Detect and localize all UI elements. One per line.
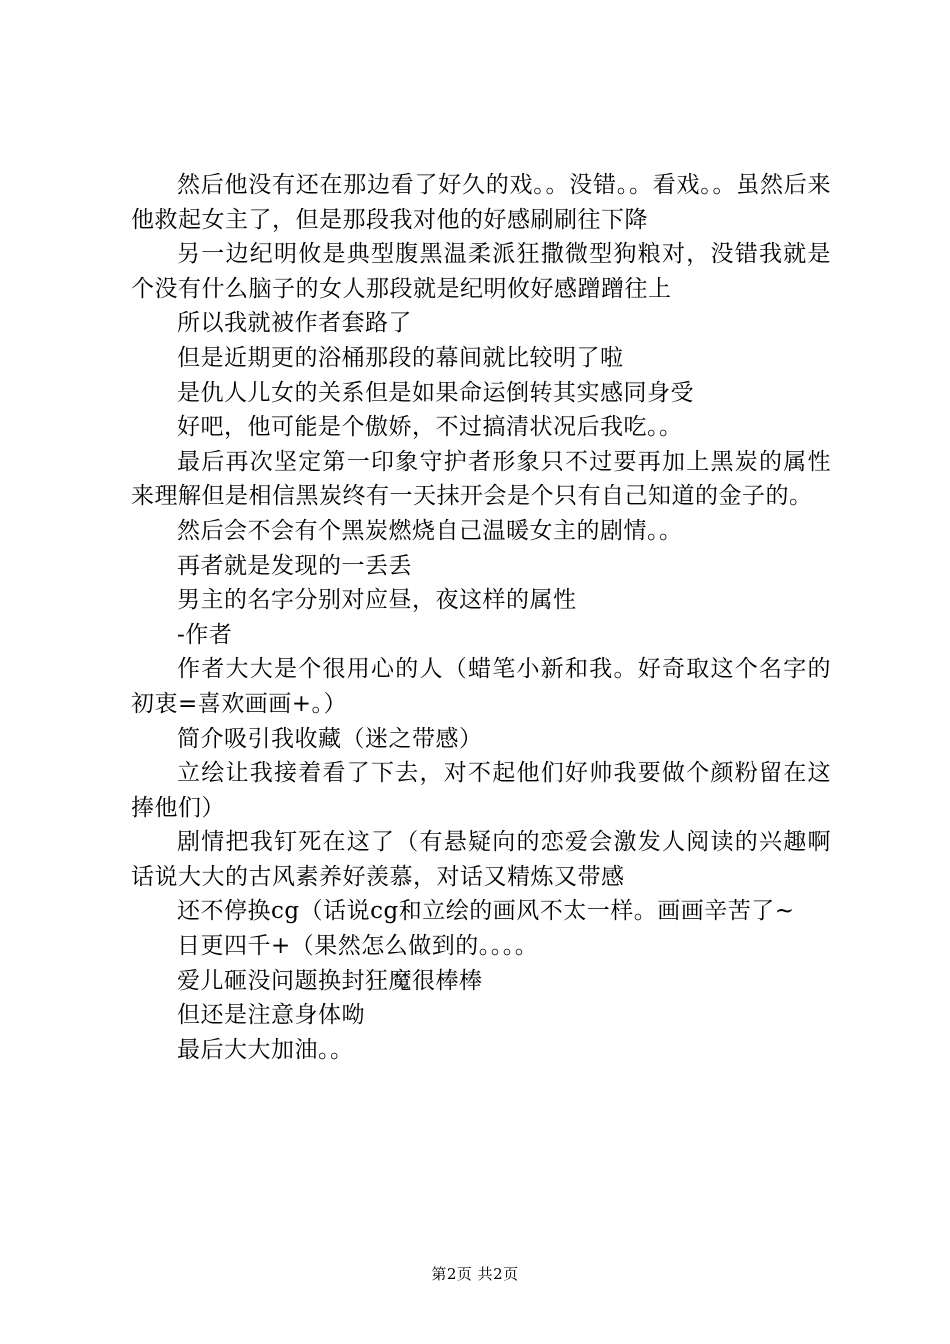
page-number-label: 第2页 共2页 xyxy=(431,1265,519,1283)
paragraph: 剧情把我钉死在这了（有悬疑向的恋爱会激发人阅读的兴趣啊话说大大的古风素养好羡慕，对话又精炼又带感 xyxy=(131,829,831,890)
paragraph: 另一边纪明攸是典型腹黑温柔派狂撒微型狗粮对，没错我就是个没有什么脑子的女人那段就是纪明攸好感蹭蹭往上 xyxy=(131,241,831,302)
paragraph: 简介吸引我收藏（迷之带感） xyxy=(177,725,483,752)
paragraph: 再者就是发现的一丢丢 xyxy=(177,552,412,579)
paragraph: 然后他没有还在那边看了好久的戏。。没错。。看戏。。虽然后来他救起女主了，但是那段我对他的好感刷刷往下降 xyxy=(131,172,831,233)
paragraph: 还不停换cg（话说cg和立绘的画风不太一样。画画辛苦了~ xyxy=(177,898,795,925)
paragraph: 然后会不会有个黑炭燃烧自己温暖女主的剧情。。 xyxy=(177,517,683,544)
paragraph: 好吧，他可能是个傲娇，不过搞清状况后我吃。。 xyxy=(177,414,683,441)
paragraph: 是仇人儿女的关系但是如果命运倒转其实感同身受 xyxy=(177,379,694,406)
paragraph: 日更四千+（果然怎么做到的。。。。 xyxy=(177,933,539,960)
paragraph: 最后再次坚定第一印象守护者形象只不过要再加上黑炭的属性来理解但是相信黑炭终有一天抹开会是个只有自己知道的金子的。 xyxy=(131,448,831,510)
paragraph: 所以我就被作者套路了 xyxy=(177,310,412,337)
document-body xyxy=(131,168,831,1067)
paragraph: 最后大大加油。。 xyxy=(177,1036,354,1063)
paragraph: 男主的名字分别对应昼，夜这样的属性 xyxy=(177,587,577,614)
paragraph: 爱儿砸没问题换封狂魔很棒棒 xyxy=(177,967,483,994)
paragraph: 立绘让我接着看了下去，对不起他们好帅我要做个颜粉留在这捧他们） xyxy=(131,760,831,821)
paragraph: 作者大大是个很用心的人（蜡笔小新和我。好奇取这个名字的初衷=喜欢画画+。） xyxy=(131,656,831,717)
paragraph: 但还是注意身体呦 xyxy=(177,1002,365,1029)
page-footer xyxy=(0,1264,950,1284)
paragraph: -作者 xyxy=(177,621,233,648)
paragraph: 但是近期更的浴桶那段的幕间就比较明了啦 xyxy=(177,344,624,371)
